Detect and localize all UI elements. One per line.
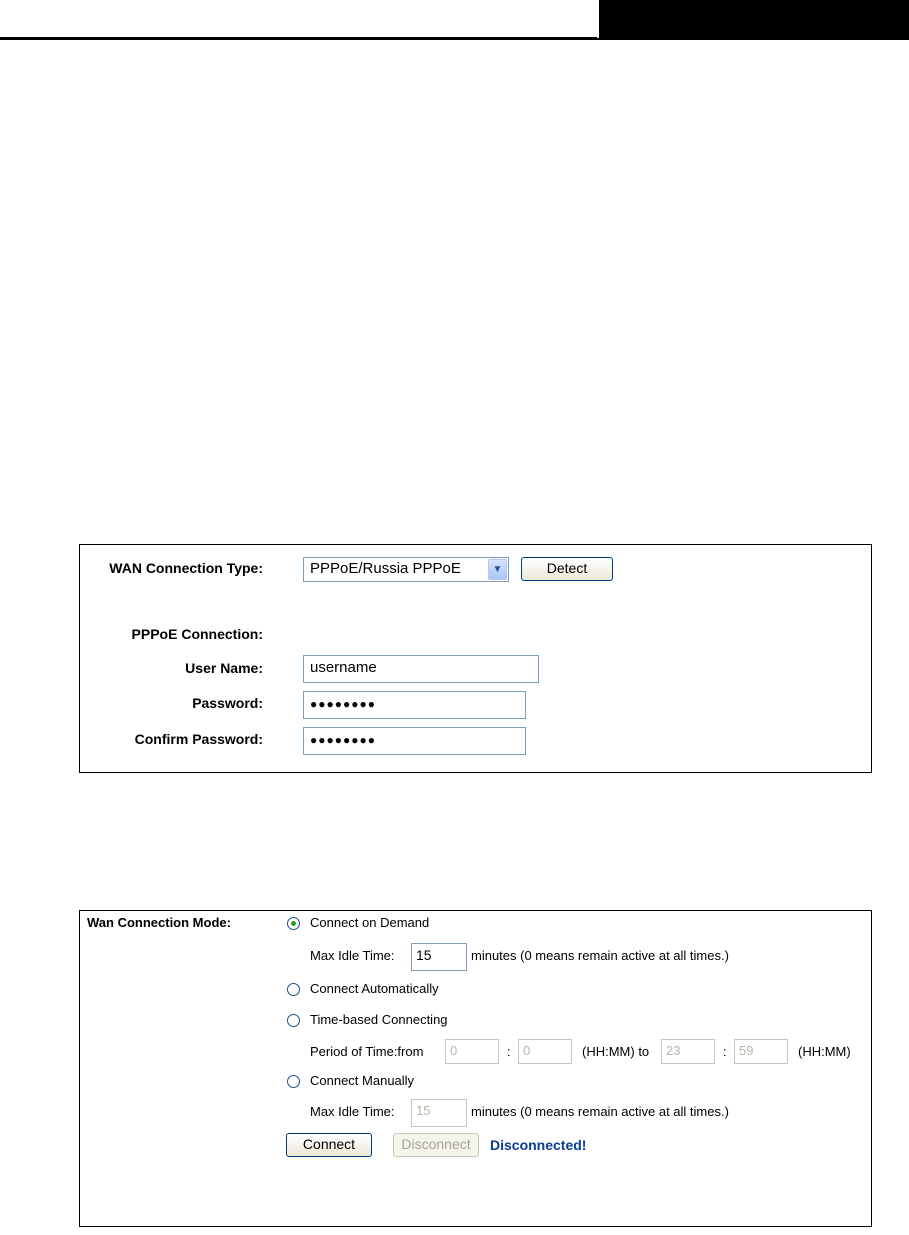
max-idle-time-label: Max Idle Time: <box>310 948 395 963</box>
wan-connection-mode-label: Wan Connection Mode: <box>87 915 231 930</box>
to-colon: : <box>723 1044 727 1059</box>
connect-manually-radio[interactable] <box>287 1075 300 1088</box>
connect-manually-label: Connect Manually <box>310 1073 415 1088</box>
wan-connection-type-select[interactable] <box>303 557 509 582</box>
wan-connection-type-label: WAN Connection Type: <box>109 560 263 576</box>
wan-connection-panel <box>79 544 872 773</box>
username-label: User Name: <box>185 660 263 676</box>
max-idle-time-input[interactable]: 15 <box>411 943 467 971</box>
connection-status: Disconnected! <box>490 1137 587 1153</box>
username-input[interactable]: username <box>303 655 539 683</box>
password-label: Password: <box>192 695 263 711</box>
connect-automatically-label: Connect Automatically <box>310 981 439 996</box>
manual-max-idle-time-input[interactable]: 15 <box>411 1099 467 1127</box>
max-idle-time-suffix: minutes (0 means remain active at all times.) <box>471 948 729 963</box>
manual-max-idle-time-label: Max Idle Time: <box>310 1104 395 1119</box>
time-based-connecting-label: Time-based Connecting <box>310 1012 448 1027</box>
period-of-time-label: Period of Time:from <box>310 1044 424 1059</box>
from-colon: : <box>507 1044 511 1059</box>
disconnect-button[interactable]: Disconnect <box>393 1133 479 1157</box>
connect-on-demand-radio[interactable] <box>287 917 300 930</box>
confirm-password-label: Confirm Password: <box>134 731 263 747</box>
header-black-tab <box>597 0 909 38</box>
password-input[interactable]: ●●●●●●●● <box>303 691 526 719</box>
connect-automatically-radio[interactable] <box>287 983 300 996</box>
time-based-connecting-radio[interactable] <box>287 1014 300 1027</box>
connect-button[interactable]: Connect <box>286 1133 372 1157</box>
wan-connection-mode-panel <box>79 910 872 1227</box>
chevron-down-icon[interactable]: ▼ <box>488 559 507 580</box>
confirm-password-input[interactable]: ●●●●●●●● <box>303 727 526 755</box>
manual-max-idle-time-suffix: minutes (0 means remain active at all times.) <box>471 1104 729 1119</box>
connect-on-demand-label: Connect on Demand <box>310 915 430 930</box>
hhmm-label: (HH:MM) <box>798 1044 851 1059</box>
wan-connection-type-value: PPPoE/Russia PPPoE <box>310 560 461 577</box>
hhmm-to-label: (HH:MM) to <box>582 1044 650 1059</box>
pppoe-connection-label: PPPoE Connection: <box>131 626 263 642</box>
from-hour-input[interactable]: 0 <box>445 1039 499 1064</box>
to-minute-input[interactable]: 59 <box>734 1039 788 1064</box>
detect-button[interactable]: Detect <box>521 557 613 581</box>
from-minute-input[interactable]: 0 <box>518 1039 572 1064</box>
to-hour-input[interactable]: 23 <box>661 1039 715 1064</box>
